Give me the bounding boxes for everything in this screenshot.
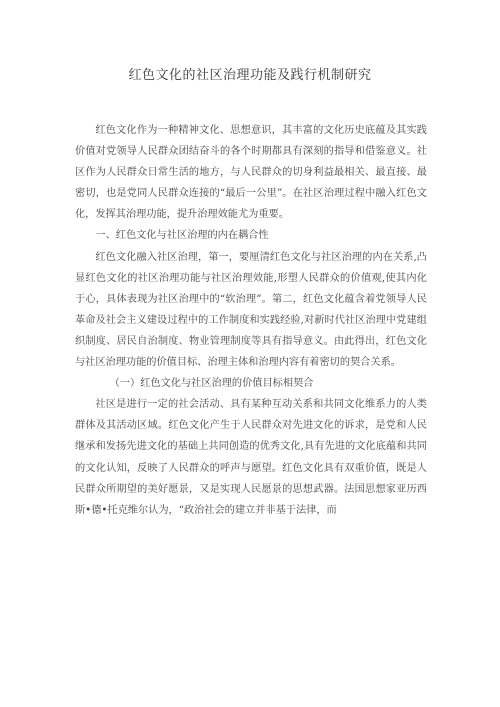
subsection-1-paragraph: 社区是进行一定的社会活动、具有某种互动关系和共同文化维系力的人类群体及其活动区域。红色文化产生于人民群众对先进文化的诉求，是党和人民继承和发扬先进文化的基础上共同创造的优秀文化,具有先进的文化底蕴和共同的文化认知，反映了人民群众的呼声与愿望。红色文化具有双重价值，既是人民群众所期望的美好愿景，又是实现人民愿景的思想武器。法国思想家亚历西斯•德•托克维尔认为，“政治社会的建立并非基于法律，而 (75, 399, 427, 516)
document-title: 红色文化的社区治理功能及践行机制研究 (128, 68, 372, 83)
document-body (75, 120, 427, 521)
intro-paragraph: 红色文化作为一种精神文化、思想意识，其丰富的文化历史底蕴及其实践价值对党领导人民群众团结奋斗的各个时期都具有深刻的指导和借鉴意义。社区作为人民群众日常生活的地方，与人民群众的切身利益最相关、最直接、最密切，也是党同人民群众连接的“最后一公里”。在社区治理过程中融入红色文化，发挥其治理功能，提升治理效能尤为重要。 (75, 125, 427, 221)
section-heading-1: 一、红色文化与社区治理的内在耦合性 (95, 230, 269, 242)
subsection-heading-1: （一）红色文化与社区治理的价值目标相契合 (109, 378, 314, 390)
section-1-paragraph: 红色文化融入社区治理，第一，要厘清红色文化与社区治理的内在关系,凸显红色文化的社区治理功能与社区治理效能,形塑人民群众的价值观,使其内化于心，具体表现为社区治理中的“软治理”。第二，红色文化蕴含着党领导人民革命及社会主义建设过程中的工作制度和实践经验,对新时代社区治理中党建组织制度、居民自治制度、物业管理制度等具有指导意义。由此得出，红色文化与社区治理功能的价值目标、治理主体和治理内容有着密切的契合关系。 (75, 251, 427, 369)
